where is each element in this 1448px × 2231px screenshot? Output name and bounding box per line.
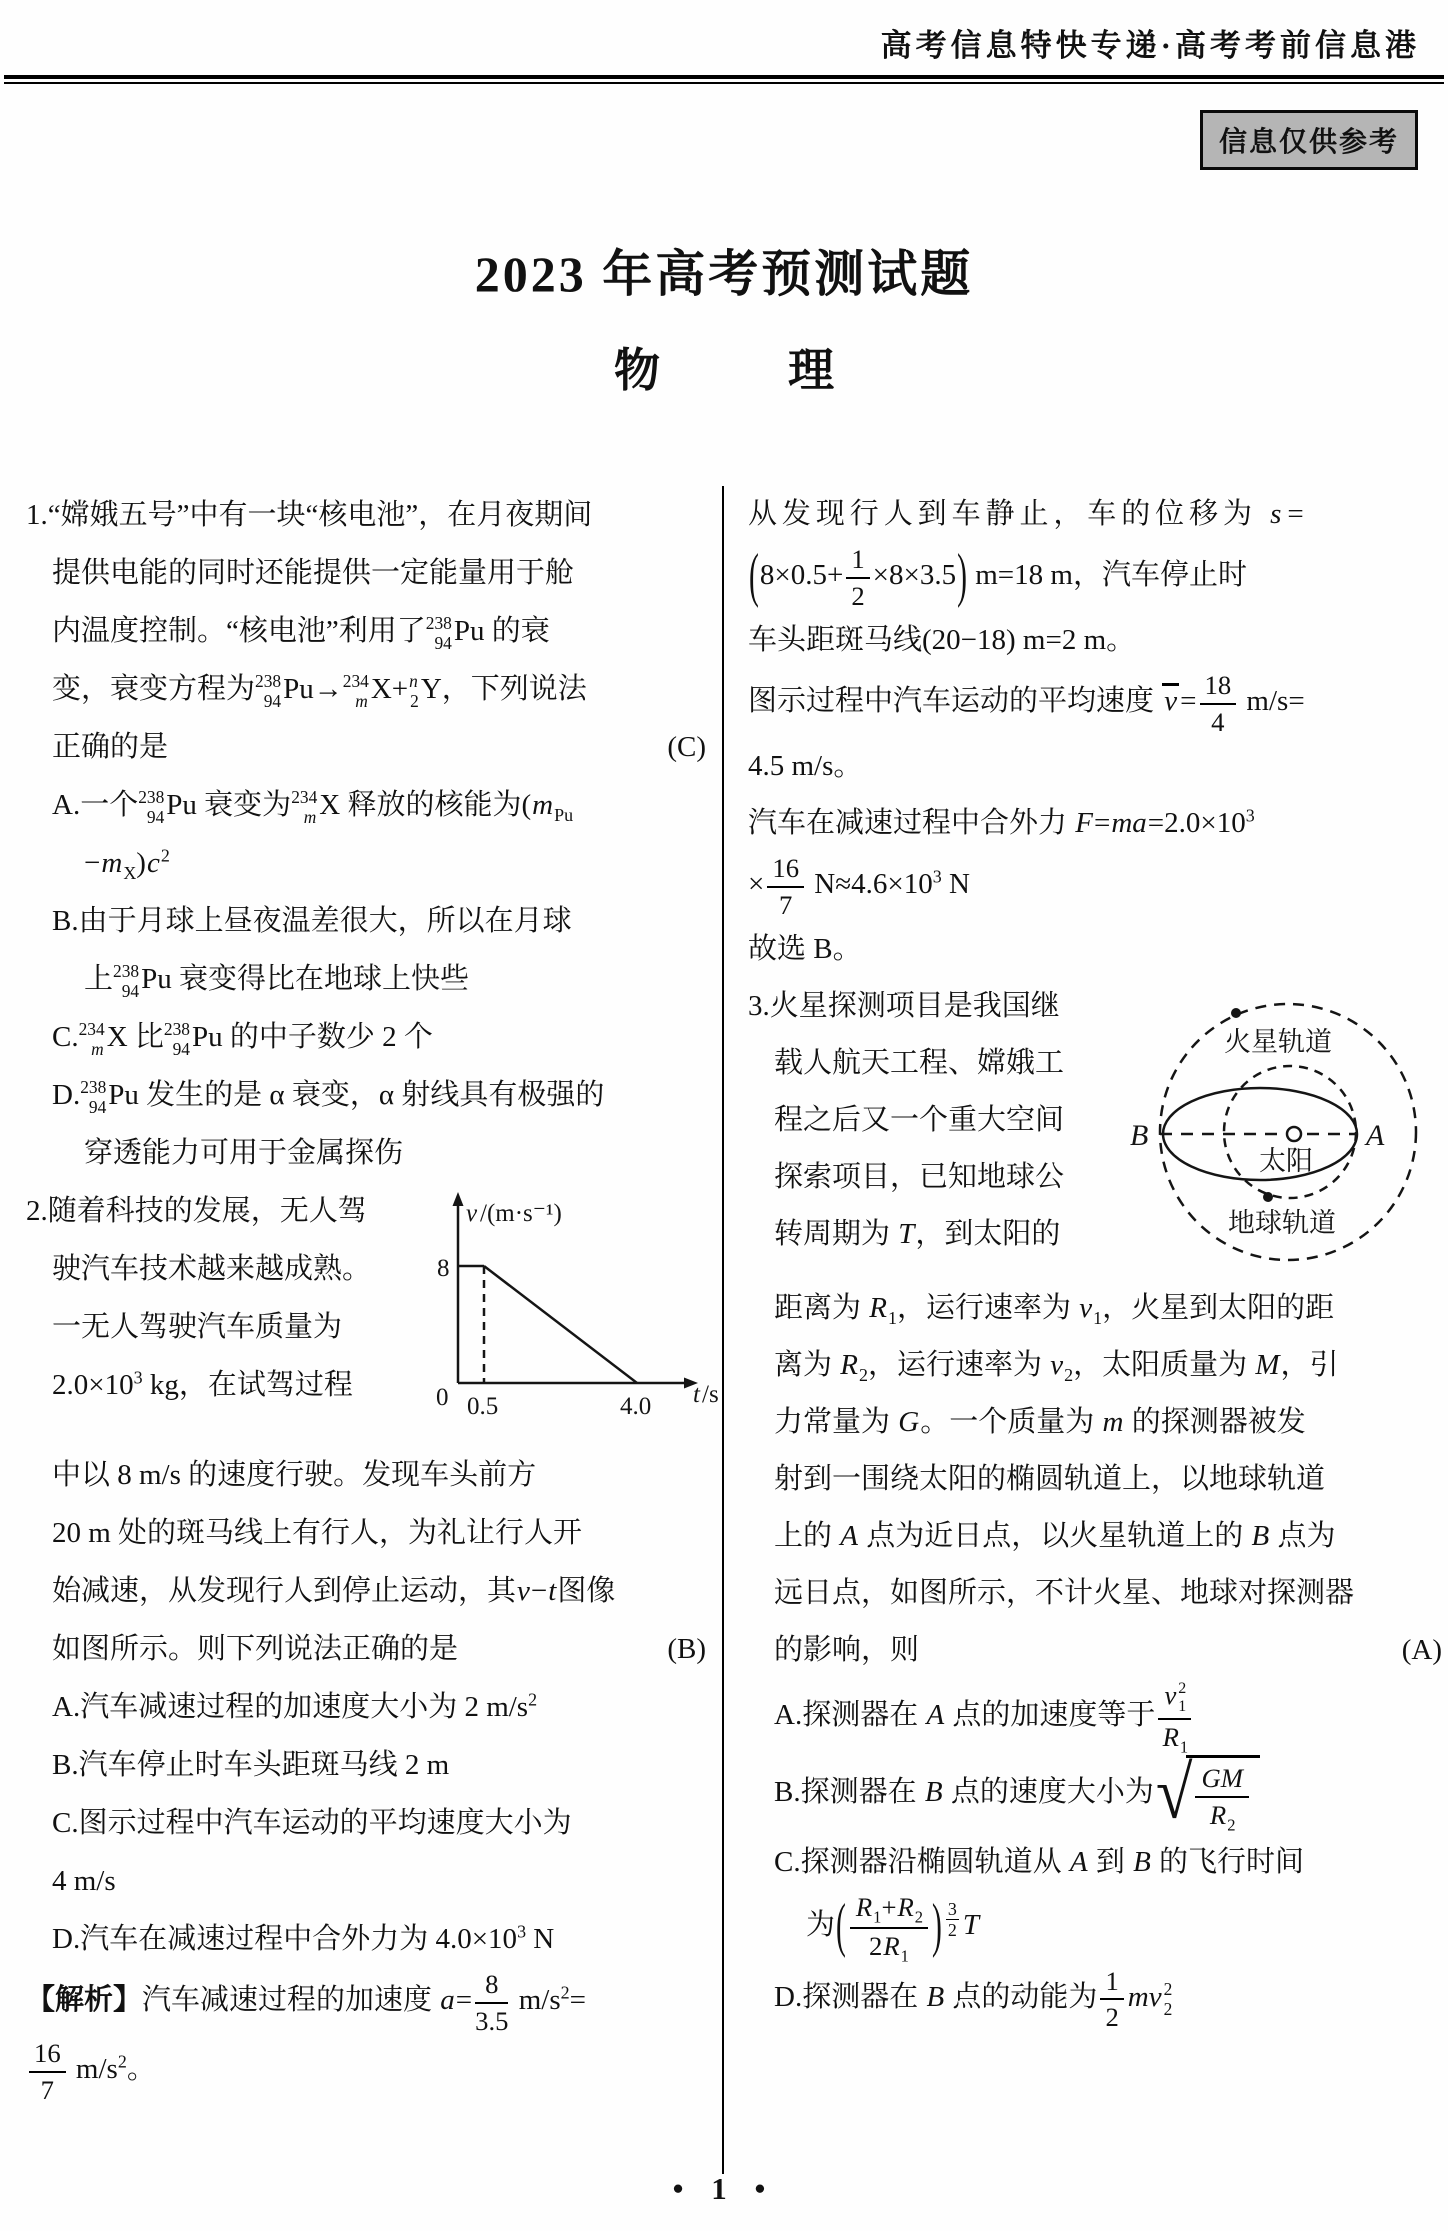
answer-label: (B) bbox=[667, 1633, 706, 1665]
origin-label: 0 bbox=[436, 1384, 449, 1411]
line-text: 驶汽车技术越来越成熟。 bbox=[52, 1253, 372, 1285]
line-text: 距离为 $R_1$，运行速率为 $v_1$，火星到太阳的距 bbox=[774, 1292, 1335, 1329]
line-text: $\frac{16}{7}$ $m/s^2$。 bbox=[26, 2053, 156, 2085]
line-text: 变，衰变方程为 238 94 Pu→ 234 m X+ n 2 Y，下列说法 bbox=[52, 671, 587, 712]
text-line bbox=[748, 1508, 1444, 1565]
text-line bbox=[26, 1736, 708, 1794]
text-line bbox=[26, 1968, 708, 2037]
x-axis-label-units: /s bbox=[702, 1381, 719, 1408]
text-line bbox=[26, 544, 708, 602]
text-line bbox=[748, 1565, 1444, 1622]
text-line bbox=[748, 738, 1444, 795]
sun-label: 太阳 bbox=[1259, 1146, 1313, 1177]
line-text: A.一个 238 94 Pu 衰变为 234 m X 释放的核能为($m_{Pu}$ bbox=[52, 787, 574, 828]
text-line bbox=[748, 669, 1444, 738]
mars-orbit-label: 火星轨道 bbox=[1224, 1027, 1332, 1058]
line-text: 20 m 处的斑马线上有行人，为礼让行人开 bbox=[52, 1517, 583, 1549]
line-text: 程之后又一个重大空间 bbox=[774, 1104, 1065, 1137]
text-line bbox=[26, 1794, 708, 1852]
text-line bbox=[748, 1394, 1444, 1451]
line-text: B.汽车停止时车头距斑马线 2 m bbox=[52, 1749, 450, 1781]
question-3-text bbox=[748, 978, 1444, 2033]
page-number: • 1 • bbox=[672, 2171, 776, 2206]
text-line bbox=[26, 2037, 708, 2106]
line-text: C. 234 m X 比 238 94 Pu 的中子数少 2 个 bbox=[52, 1019, 433, 1060]
point-b-label: B bbox=[1130, 1119, 1149, 1153]
text-line bbox=[748, 1891, 1444, 1965]
line-text: C.探测器沿椭圆轨道从 A 到 B 的飞行时间 bbox=[774, 1845, 1305, 1878]
x-tick-05: 0.5 bbox=[467, 1393, 499, 1420]
line-text: 提供电能的同时还能提供一定能量用于舱 bbox=[52, 557, 575, 589]
earth-orbit-label: 地球轨道 bbox=[1228, 1208, 1336, 1239]
line-text: (8×0.5+ $\frac{1}{2}$ ×8×3.5) m=18 m，汽车停止时 bbox=[749, 543, 1247, 611]
line-text: A.探测器在 A 点的加速度等于 v 2 1 $R_1$ bbox=[774, 1699, 1194, 1731]
text-line bbox=[748, 1092, 1444, 1149]
line-text: B.由于月球上昼夜温差很大，所以在月球 bbox=[52, 905, 572, 937]
y-tick-8: 8 bbox=[437, 1255, 450, 1282]
line-text: × $\frac{16}{7}$ $N\approx 4.6\times 10^3$ N bbox=[748, 853, 970, 920]
text-line bbox=[26, 834, 708, 892]
y-axis-label-units: /(m·s⁻¹) bbox=[480, 1200, 562, 1227]
text-line bbox=[748, 486, 1444, 543]
line-text: 3.火星探测项目是我国继 bbox=[748, 990, 1060, 1023]
text-line bbox=[748, 1622, 1444, 1679]
line-text: 汽车在减速过程中合外力 $F=ma=2.0\times 10^3$ bbox=[748, 805, 1255, 840]
text-line bbox=[26, 950, 708, 1008]
line-text: 【解析】汽车减速过程的加速度 a= $\frac{8}{3.5}$ $m/s^2=$ bbox=[26, 1969, 586, 2036]
text-line bbox=[748, 852, 1444, 921]
line-text: 上 238 94 Pu 衰变得比在地球上快些 bbox=[84, 961, 469, 1002]
line-text: 2.随着科技的发展，无人驾 bbox=[26, 1195, 367, 1227]
text-line bbox=[26, 1910, 708, 1968]
double-rule bbox=[4, 75, 1444, 84]
line-text: 探索项目，已知地球公 bbox=[774, 1161, 1065, 1194]
text-line bbox=[748, 1337, 1444, 1394]
text-line bbox=[26, 776, 708, 834]
line-text: 转周期为 T，到太阳的 bbox=[774, 1218, 1061, 1251]
line-text: 1.“嫦娥五号”中有一块“核电池”，在月夜期间 bbox=[26, 499, 593, 531]
question-3 bbox=[748, 978, 1444, 2033]
text-line bbox=[26, 1182, 708, 1240]
text-line bbox=[26, 602, 708, 660]
line-text: D.汽车在减速过程中合外力为 $4.0\times 10^3$ N bbox=[52, 1921, 555, 1955]
line-text: $-m_X)c^2$ bbox=[84, 845, 170, 883]
text-line bbox=[748, 1451, 1444, 1508]
exam-title: 2023 年高考预测试题 bbox=[474, 246, 974, 302]
text-line bbox=[748, 1752, 1444, 1835]
left-column bbox=[0, 486, 719, 2106]
text-line bbox=[26, 1008, 708, 1066]
line-text: B.探测器在 B 点的速度大小为 √ $\frac{GM}{R_2}$ bbox=[774, 1776, 1262, 1808]
question-1 bbox=[26, 486, 708, 1182]
subject-char-2: 理 bbox=[788, 345, 834, 396]
answer-label: (C) bbox=[667, 731, 706, 763]
line-text: A.汽车减速过程的加速度大小为 2 $m/s^2$ bbox=[52, 1689, 538, 1723]
text-line bbox=[748, 543, 1444, 612]
text-line bbox=[26, 1240, 708, 1298]
line-text: 上的 A 点为近日点，以火星轨道上的 B 点为 bbox=[774, 1520, 1336, 1553]
text-line bbox=[748, 1280, 1444, 1337]
text-line bbox=[26, 1678, 708, 1736]
line-text: C.图示过程中汽车运动的平均速度大小为 bbox=[52, 1807, 572, 1839]
line-text: 始减速，从发现行人到停止运动，其v−t图像 bbox=[52, 1575, 616, 1607]
text-line bbox=[26, 1620, 708, 1678]
line-text: 力常量为 G。一个质量为 m 的探测器被发 bbox=[774, 1406, 1306, 1439]
line-text: 离为 $R_2$，运行速率为 $v_2$，太阳质量为 M，引 bbox=[774, 1349, 1339, 1386]
line-text: 如图所示。则下列说法正确的是 bbox=[52, 1633, 459, 1665]
text-line bbox=[26, 718, 708, 776]
question-2 bbox=[26, 1182, 719, 1968]
text-line bbox=[748, 1834, 1444, 1891]
line-text: 4 m/s bbox=[52, 1865, 116, 1897]
text-line bbox=[26, 1504, 708, 1562]
text-line bbox=[26, 1356, 708, 1414]
line-text: D.探测器在 B 点的动能为 $\frac{1}{2}$ mv 2 2 bbox=[774, 1965, 1173, 2033]
line-text: 故选 B。 bbox=[748, 933, 862, 966]
text-line bbox=[748, 1206, 1444, 1263]
line-text: 正确的是 bbox=[52, 731, 169, 763]
line-text: 远日点，如图所示，不计火星、地球对探测器 bbox=[774, 1577, 1355, 1610]
text-line bbox=[26, 1562, 708, 1620]
analysis-q2 bbox=[26, 1968, 708, 2106]
line-text: 4.5 m/s。 bbox=[748, 750, 863, 783]
line-text: $2.0\times 10^3$ kg，在试驾过程 bbox=[52, 1367, 353, 1401]
text-line bbox=[748, 1035, 1444, 1092]
question-2-text bbox=[26, 1182, 708, 1968]
x-axis-label: t bbox=[693, 1381, 700, 1408]
line-text: 穿透能力可用于金属探伤 bbox=[84, 1137, 404, 1169]
line-text: 载人航天工程、嫦娥工 bbox=[774, 1047, 1065, 1080]
solution-q2-continued bbox=[748, 486, 1444, 978]
text-line bbox=[26, 1298, 708, 1356]
text-line bbox=[748, 1149, 1444, 1206]
answer-label: (A) bbox=[1401, 1634, 1442, 1667]
text-line bbox=[26, 1852, 708, 1910]
line-text: 为( $\frac{R_1+R_2}{2R_1}$ ) $^{\frac{3}{2}}$ T bbox=[806, 1891, 980, 1966]
y-axis-label: v bbox=[466, 1200, 478, 1227]
line-text: D. 238 94 Pu 发生的是 α 衰变，α 射线具有极强的 bbox=[52, 1077, 605, 1118]
text-line bbox=[26, 1066, 708, 1124]
text-line bbox=[748, 795, 1444, 852]
x-tick-40: 4.0 bbox=[620, 1393, 652, 1420]
line-text: 的影响，则 bbox=[774, 1634, 920, 1667]
line-text: 内温度控制。“核电池”利用了 238 94 Pu 的衰 bbox=[52, 613, 550, 654]
exam-subject bbox=[0, 334, 1448, 400]
exam-body bbox=[0, 486, 1448, 2174]
text-line bbox=[26, 1124, 708, 1182]
text-line bbox=[748, 921, 1444, 978]
text-line bbox=[748, 1965, 1444, 2034]
text-line bbox=[748, 612, 1444, 669]
subject-char-1: 物 bbox=[614, 345, 660, 396]
line-text: 车头距斑马线(20−18) m=2 m。 bbox=[748, 624, 1136, 657]
line-text: 射到一围绕太阳的椭圆轨道上，以地球轨道 bbox=[774, 1463, 1326, 1496]
text-line bbox=[26, 1446, 708, 1504]
text-line bbox=[26, 486, 708, 544]
text-line bbox=[26, 660, 708, 718]
line-text: 图示过程中汽车运动的平均速度 v = $\frac{18}{4}$ m/s= bbox=[748, 670, 1305, 737]
text-line bbox=[26, 892, 708, 950]
masthead: 高考信息特快专递·高考考前信息港 bbox=[880, 28, 1420, 63]
line-text: 中以 8 m/s 的速度行驶。发现车头前方 bbox=[52, 1459, 537, 1491]
text-line bbox=[748, 1679, 1444, 1755]
right-column bbox=[724, 486, 1448, 2034]
text-line bbox=[748, 978, 1444, 1035]
line-text: 一无人驾驶汽车质量为 bbox=[52, 1311, 343, 1343]
reference-badge: 信息仅供参考 bbox=[1200, 110, 1418, 170]
line-text: 从发现行人到车静止，车的位移为 s= bbox=[748, 498, 1309, 530]
point-a-label: A bbox=[1366, 1119, 1385, 1153]
